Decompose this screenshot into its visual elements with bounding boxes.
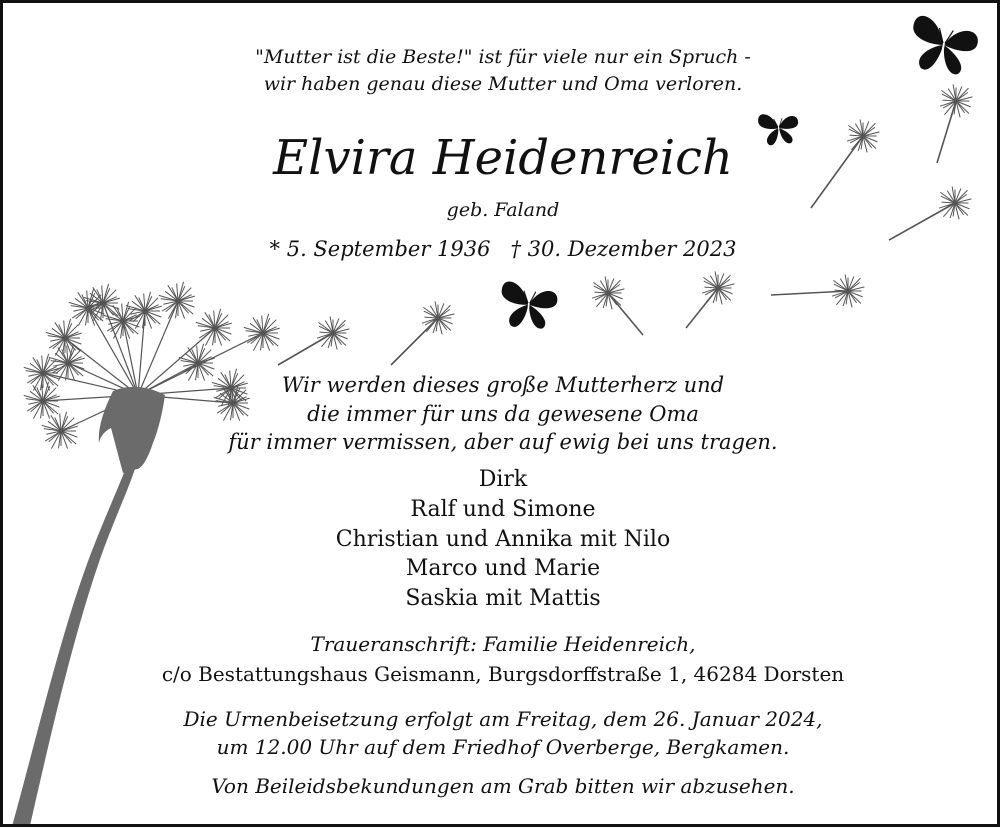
maiden-name: geb. Faland bbox=[446, 199, 560, 221]
deceased-name: Elvira Heidenreich bbox=[273, 130, 733, 186]
flying-seeds bbox=[278, 84, 972, 365]
seed-pappus bbox=[592, 276, 624, 309]
quote-line-1: "Mutter ist die Beste!" ist für viele nur ein Spruch - bbox=[255, 46, 751, 68]
message-line-2: die immer für uns da gewesene Oma bbox=[307, 402, 699, 426]
seed-tuft bbox=[159, 282, 195, 319]
flying-seed-icon bbox=[391, 301, 454, 365]
life-dates: * 5. September 1936 † 30. Dezember 2023 bbox=[269, 237, 737, 261]
message-line-1: Wir werden dieses große Mutterherz und bbox=[281, 373, 725, 397]
burial-line-2: um 12.00 Uhr auf dem Friedhof Overberge, Bergkamen. bbox=[216, 735, 790, 759]
quote-line-2: wir haben genau diese Mutter und Oma verloren. bbox=[263, 73, 743, 95]
flying-seed-icon bbox=[278, 316, 349, 365]
mourner-name: Christian und Annika mit Nilo bbox=[335, 527, 671, 552]
flying-seed-icon bbox=[592, 276, 643, 335]
flying-seed-icon bbox=[686, 271, 734, 328]
address-line-2: c/o Bestattungshaus Geismann, Burgsdorffstraße 1, 46284 Dorsten bbox=[161, 662, 845, 686]
mourner-name: Saskia mit Mattis bbox=[405, 586, 601, 611]
address-line-1: Traueranschrift: Familie Heidenreich, bbox=[310, 632, 696, 656]
seed-tuft bbox=[244, 314, 280, 351]
seed-pappus bbox=[317, 316, 349, 349]
mourner-name: Dirk bbox=[478, 467, 528, 492]
closing-note: Von Beileidsbekundungen am Grab bitten wir abzusehen. bbox=[211, 774, 795, 798]
flying-seed-icon bbox=[771, 274, 864, 307]
burial-line-1: Die Urnenbeisetzung erfolgt am Freitag, dem 26. Januar 2024, bbox=[183, 707, 823, 731]
seed-tuft bbox=[46, 319, 82, 356]
seed-pappus bbox=[702, 271, 734, 304]
message-line-3: für immer vermissen, aber auf ewig bei uns tragen. bbox=[228, 430, 778, 454]
mourner-name: Marco und Marie bbox=[405, 556, 601, 581]
mourner-name: Ralf und Simone bbox=[410, 497, 596, 522]
butterfly-icon bbox=[499, 281, 559, 331]
